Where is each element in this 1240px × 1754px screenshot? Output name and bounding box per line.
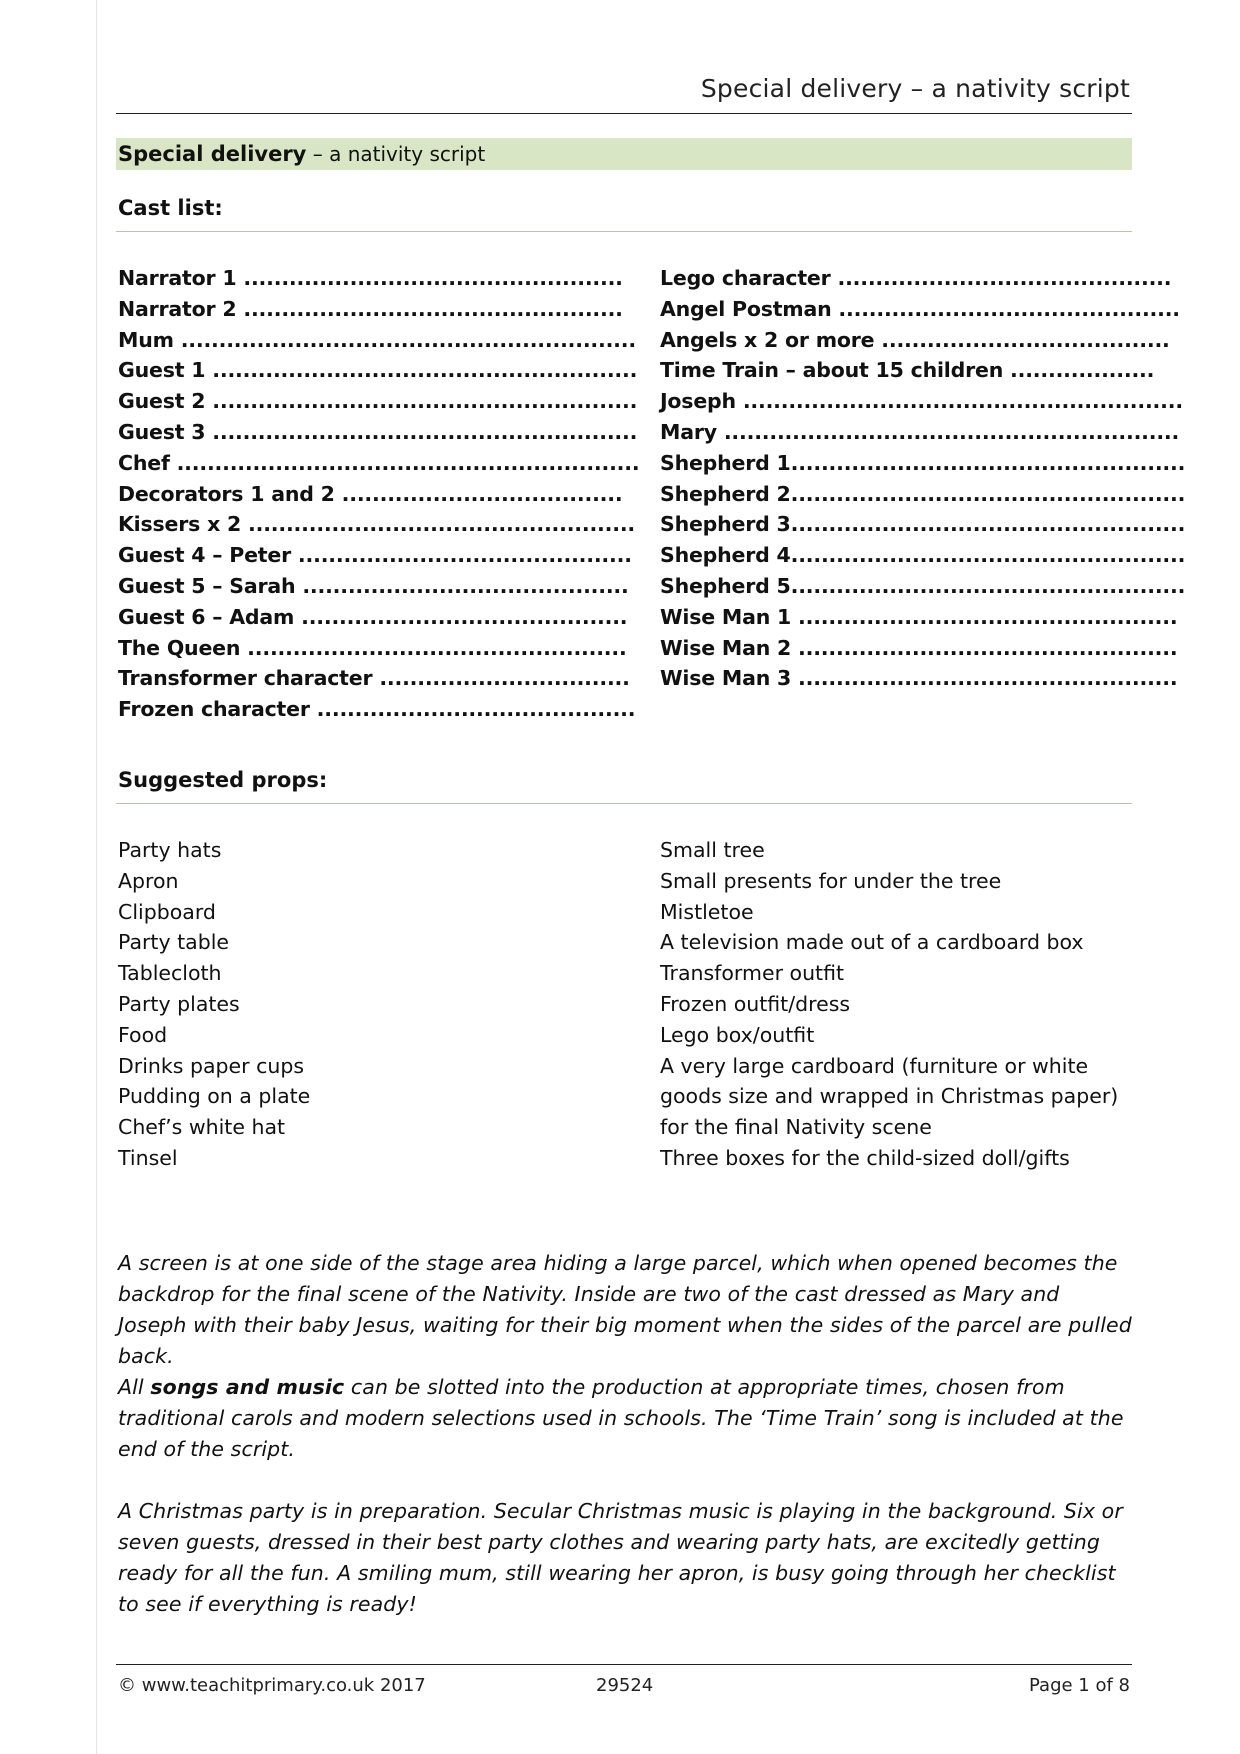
list-item: A very large cardboard (furniture or white	[660, 1053, 1089, 1078]
list-item: A television made out of a cardboard box	[660, 930, 1084, 955]
paragraph-party-scene: A Christmas party is in preparation. Secular Christmas music is playing in the background. Six or seven guests, dressed in their best party clothes and wearing party hats, are excitedly getting ready for all the fun. A smiling mum, still wearing her apron, is busy going through her checklist to see if everything is ready!	[118, 1499, 1123, 1616]
list-item: Guest 6 – Adam ...........................................	[118, 604, 628, 629]
footer-page-number: Page 1 of 8	[1029, 1675, 1130, 1696]
footer-code: 29524	[596, 1675, 654, 1696]
paragraph-songs-music	[118, 1372, 1134, 1465]
list-item: Mum ............................................................	[118, 327, 636, 352]
list-item: Transformer outfit	[660, 961, 845, 986]
list-item: Food	[118, 1022, 168, 1047]
list-item: Time Train – about 15 children ...................	[660, 358, 1155, 383]
paragraph-songs-lead: All	[118, 1375, 151, 1399]
list-item: Small presents for under the tree	[660, 868, 1002, 893]
list-item: Transformer character .................................	[118, 666, 630, 691]
list-item: for the final Nativity scene	[660, 1115, 932, 1140]
paragraph-songs-emphasis: songs and music	[150, 1375, 345, 1399]
list-item: Angel Postman .............................................	[660, 296, 1180, 321]
list-item: Joseph ..........................................................	[660, 389, 1183, 414]
props-list-left	[118, 835, 578, 1174]
props-list-right	[660, 835, 1130, 1174]
running-header-title: Special delivery – a nativity script	[700, 74, 1130, 103]
list-item: Mistletoe	[660, 899, 754, 924]
list-item: Party plates	[118, 991, 240, 1016]
list-item: Frozen outfit/dress	[660, 991, 851, 1016]
list-item: Drinks paper cups	[118, 1053, 305, 1078]
list-item: Narrator 2 ..................................................	[118, 296, 623, 321]
list-item: Guest 4 – Peter ............................................	[118, 543, 632, 568]
page-edge-line	[96, 0, 97, 1754]
list-item: Shepherd 3....................................................	[660, 512, 1186, 537]
page-footer	[116, 1664, 1132, 1704]
list-item: Chef’s white hat	[118, 1115, 286, 1140]
cast-list-heading-text: Cast list:	[118, 196, 223, 220]
title-rest: – a nativity script	[306, 142, 486, 166]
list-item: Shepherd 5....................................................	[660, 573, 1186, 598]
list-item: Wise Man 3 ..................................................	[660, 666, 1178, 691]
cast-list-right	[660, 263, 1236, 694]
list-item: Guest 5 – Sarah ...........................................	[118, 573, 629, 598]
list-item: Shepherd 1....................................................	[660, 450, 1186, 475]
list-item: Lego box/outfit	[660, 1022, 815, 1047]
list-item: Small tree	[660, 838, 765, 862]
list-item: Guest 2 ........................................................	[118, 389, 638, 414]
list-item: Narrator 1 ..................................................	[118, 266, 623, 290]
list-item: Chef .............................................................	[118, 450, 640, 475]
list-item: Apron	[118, 868, 179, 893]
list-item: Wise Man 1 ..................................................	[660, 604, 1178, 629]
list-item: Clipboard	[118, 899, 216, 924]
paragraph-songs-rest: can be slotted into the production at appropriate times, chosen from traditional carols and modern selections used in schools. The ‘Time Train’ song is included at the end of the script.	[118, 1375, 1124, 1461]
cast-list-heading	[116, 196, 1132, 232]
running-header	[116, 74, 1132, 114]
list-item: Tablecloth	[118, 961, 222, 986]
list-item: Guest 3 ........................................................	[118, 419, 638, 444]
list-item: The Queen ..................................................	[118, 635, 627, 660]
props-heading	[116, 768, 1132, 804]
list-item: Shepherd 4....................................................	[660, 543, 1186, 568]
list-item: Angels x 2 or more ......................................	[660, 327, 1170, 352]
props-heading-text: Suggested props:	[118, 768, 328, 792]
list-item: Guest 1 ........................................................	[118, 358, 638, 383]
footer-copyright: © www.teachitprimary.co.uk 2017	[118, 1675, 426, 1696]
document-page	[116, 0, 1186, 1754]
list-item: Lego character ............................................	[660, 266, 1172, 290]
list-item: goods size and wrapped in Christmas paper)	[660, 1084, 1119, 1109]
list-item: Party table	[118, 930, 230, 955]
list-item: Tinsel	[118, 1145, 178, 1170]
list-item: Pudding on a plate	[118, 1084, 311, 1109]
list-item: Decorators 1 and 2 .....................................	[118, 481, 623, 506]
list-item: Frozen character ..........................................	[118, 697, 636, 722]
list-item: Shepherd 2....................................................	[660, 481, 1186, 506]
list-item: Wise Man 2 ..................................................	[660, 635, 1178, 660]
title-band	[116, 138, 1132, 170]
list-item: Three boxes for the child-sized doll/gifts	[660, 1145, 1070, 1170]
paragraph-stage-setup: A screen is at one side of the stage area hiding a large parcel, which when opened becomes the backdrop for the final scene of the Nativity. Inside are two of the cast dressed as Mary and Joseph with their baby Jesus, waiting for their big moment when the sides of the parcel are pulled back.	[118, 1251, 1132, 1368]
list-item: Kissers x 2 ...................................................	[118, 512, 635, 537]
title-bold: Special delivery	[118, 142, 307, 166]
cast-list-left	[118, 263, 640, 725]
list-item: Party hats	[118, 838, 222, 862]
list-item: Mary ............................................................	[660, 419, 1180, 444]
